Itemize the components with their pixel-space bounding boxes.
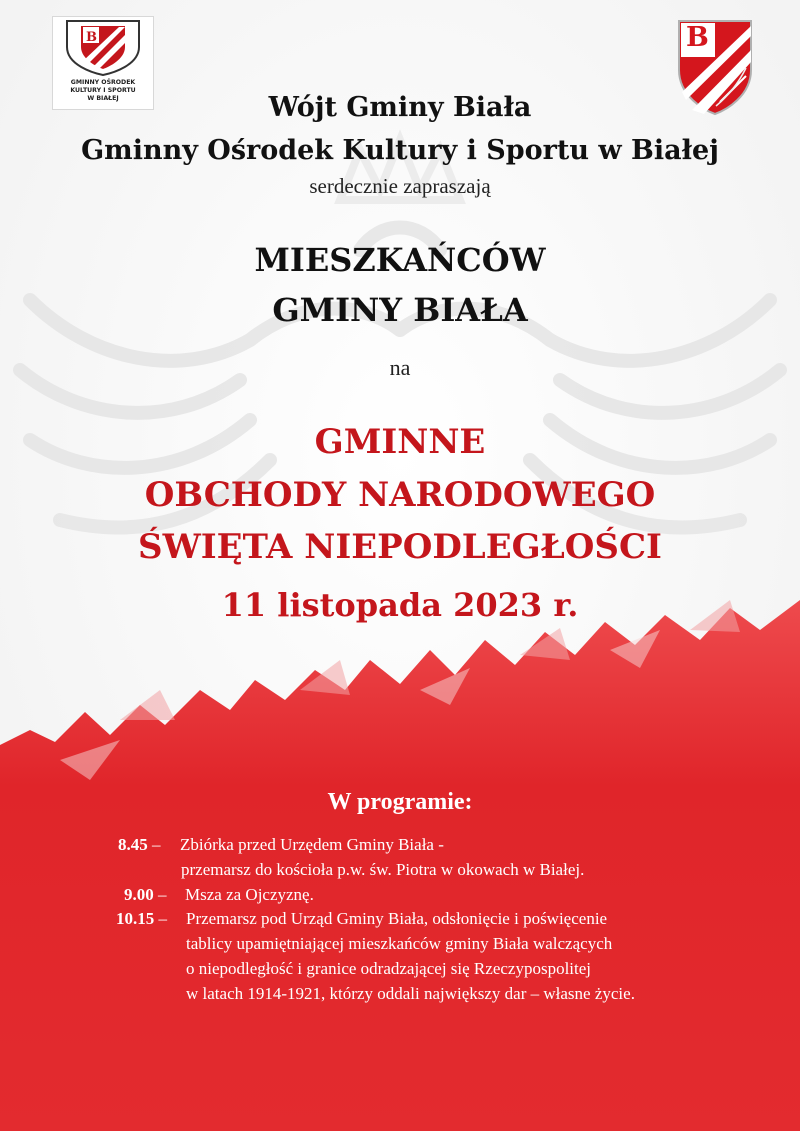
gok-logo-line2: KULTURY I SPORTU <box>70 87 136 94</box>
programme-heading: W programie: <box>327 789 473 815</box>
programme-time: 8.45 <box>118 835 148 854</box>
gok-badge-letter: B <box>86 30 97 45</box>
guests-line1: MIESZKAŃCÓW <box>254 241 546 279</box>
event-title-line1: GMINNE <box>314 422 486 462</box>
gok-logo-line1: GMINNY OŚRODEK <box>70 79 136 86</box>
header-organization: Gminny Ośrodek Kultury i Sportu w Białej <box>81 135 719 166</box>
programme-time: 9.00 <box>124 885 154 904</box>
invite-text: serdecznie zapraszają <box>309 174 491 198</box>
programme-text: o niepodległość i granice odradzającej się Rzeczypospolitej <box>186 959 592 978</box>
guests-line2: GMINY BIAŁA <box>272 291 528 329</box>
event-date: 11 listopada 2023 r. <box>221 586 579 624</box>
programme-text: tablicy upamiętniającej mieszkańców gminy Biała walczących <box>186 934 613 953</box>
gok-shield-icon <box>53 17 153 77</box>
programme-item <box>124 885 167 905</box>
programme-item <box>118 835 161 855</box>
event-title-line3: ŚWIĘTA NIEPODLEGŁOŚCI <box>138 527 662 567</box>
programme-time: 10.15 <box>116 909 155 928</box>
header-mayor: Wójt Gminy Biała <box>268 92 532 123</box>
connector-text: na <box>389 355 411 380</box>
gok-logo-line3: W BIAŁEJ <box>87 95 119 102</box>
programme-dash: – <box>147 835 161 854</box>
event-title-line2: OBCHODY NARODOWEGO <box>144 475 656 515</box>
programme-text: Zbiórka przed Urzędem Gminy Biała - <box>180 835 444 854</box>
programme-text: Msza za Ojczyznę. <box>185 885 314 904</box>
programme-dash: – <box>154 909 167 928</box>
programme-text: w latach 1914-1921, którzy oddali największy dar – własne życie. <box>186 984 635 1003</box>
programme-text: Przemarsz pod Urząd Gminy Biała, odsłonięcie i poświęcenie <box>186 909 608 928</box>
programme-text: przemarsz do kościoła p.w. św. Piotra w okowach w Białej. <box>181 860 585 879</box>
crest-letter: B <box>686 22 709 53</box>
programme-item <box>116 909 167 929</box>
programme-dash: – <box>153 885 167 904</box>
